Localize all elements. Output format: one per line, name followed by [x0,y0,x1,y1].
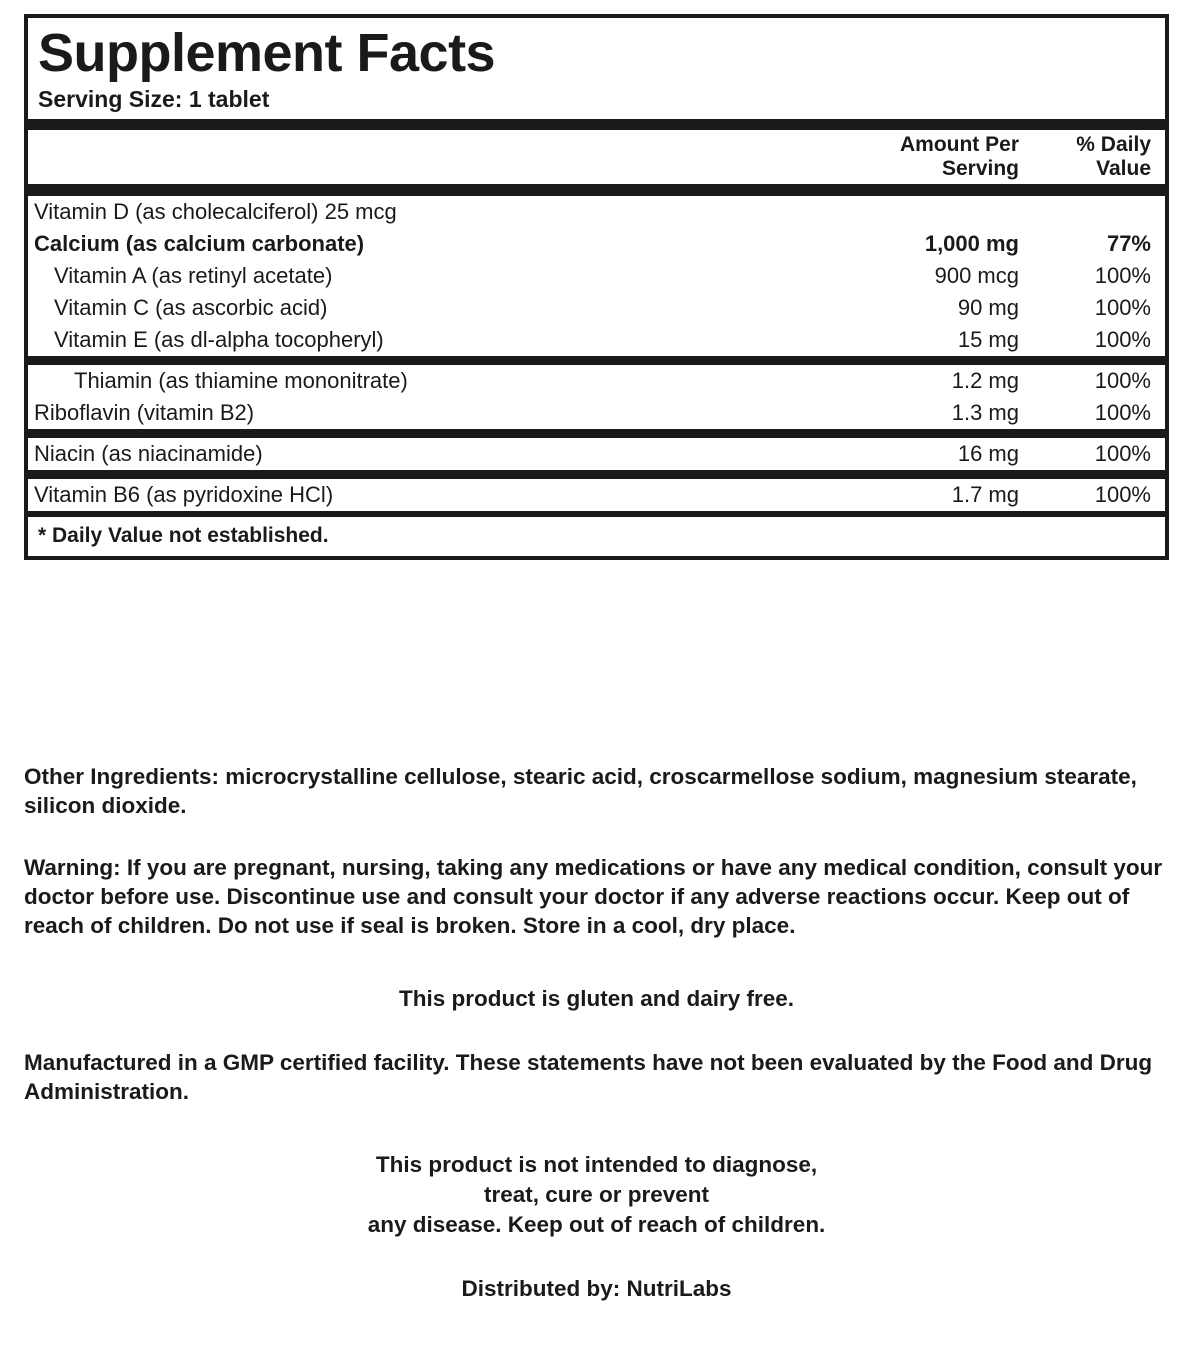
daily-value-footnote: * Daily Value not established. [38,524,329,548]
other-ingredients-text: Other Ingredients: microcrystalline cellulose, stearic acid, croscarmellose sodium, magnesium stearate, silicon dioxide. [24,764,1137,819]
divider-row [28,470,1165,479]
table-row: Vitamin A (as retinyl acetate) 900 mcg 100% [54,263,1151,289]
table-row: Vitamin E (as dl-alpha tocopheryl) 15 mg 100% [54,327,1151,353]
spacer [24,831,1169,853]
divider-header [28,184,1165,196]
label-body-text [24,762,1169,1303]
header-amount-per-serving: Amount Per Serving [899,133,1019,181]
table-row: Niacin (as niacinamide) 16 mg 100% [34,441,1151,467]
divider-row [28,429,1165,438]
header-daily-value: % Daily Value [1076,133,1151,181]
divider-thick-top [28,119,1165,130]
warning-text: Warning: If you are pregnant, nursing, taking any medications or have any medical condition, consult your doctor before use. Discontinue use and consult your doctor if any adverse reactions occur. Keep out of reach of children. Do not use if seal is broken. Store in a cool, dry place. [24,854,1163,938]
disclaimer-line-3: any disease. Keep out of reach of children. [367,1211,826,1237]
table-row: Calcium (as calcium carbonate) 1,000 mg 77% [34,231,1151,257]
disclaimer-line-2: treat, cure or prevent [483,1182,710,1208]
disclaimer-line-1: This product is not intended to diagnose, [375,1152,818,1178]
spacer [24,1240,1169,1274]
serving-size-text: Serving Size: 1 tablet [38,86,270,112]
distributor-text: Distributed by: NutriLabs [461,1275,732,1301]
table-row: Vitamin D (as cholecalciferol) 25 mcg [34,199,397,225]
supplement-facts-title: Supplement Facts [38,23,496,83]
nutrients-table [28,130,1165,511]
supplement-facts-panel [24,14,1169,560]
fda-disclaimer-text: Manufactured in a GMP certified facility. These statements have not been evaluated by the Food and Drug Administration. [24,1049,1153,1105]
table-row: Vitamin B6 (as pyridoxine HCl) 1.7 mg 100% [34,482,1151,508]
spacer [24,1116,1169,1150]
table-row: Thiamin (as thiamine mononitrate) 1.2 mg 100% [74,368,1151,394]
table-header-row [28,130,1165,184]
table-row: Vitamin C (as ascorbic acid) 90 mg 100% [54,295,1151,321]
divider-row [28,356,1165,365]
table-row: Riboflavin (vitamin B2) 1.3 mg 100% [34,400,1151,426]
gluten-dairy-free-text: This product is gluten and dairy free. [398,986,795,1012]
spacer [24,1014,1169,1048]
spacer [24,950,1169,984]
header-blank [28,130,863,184]
